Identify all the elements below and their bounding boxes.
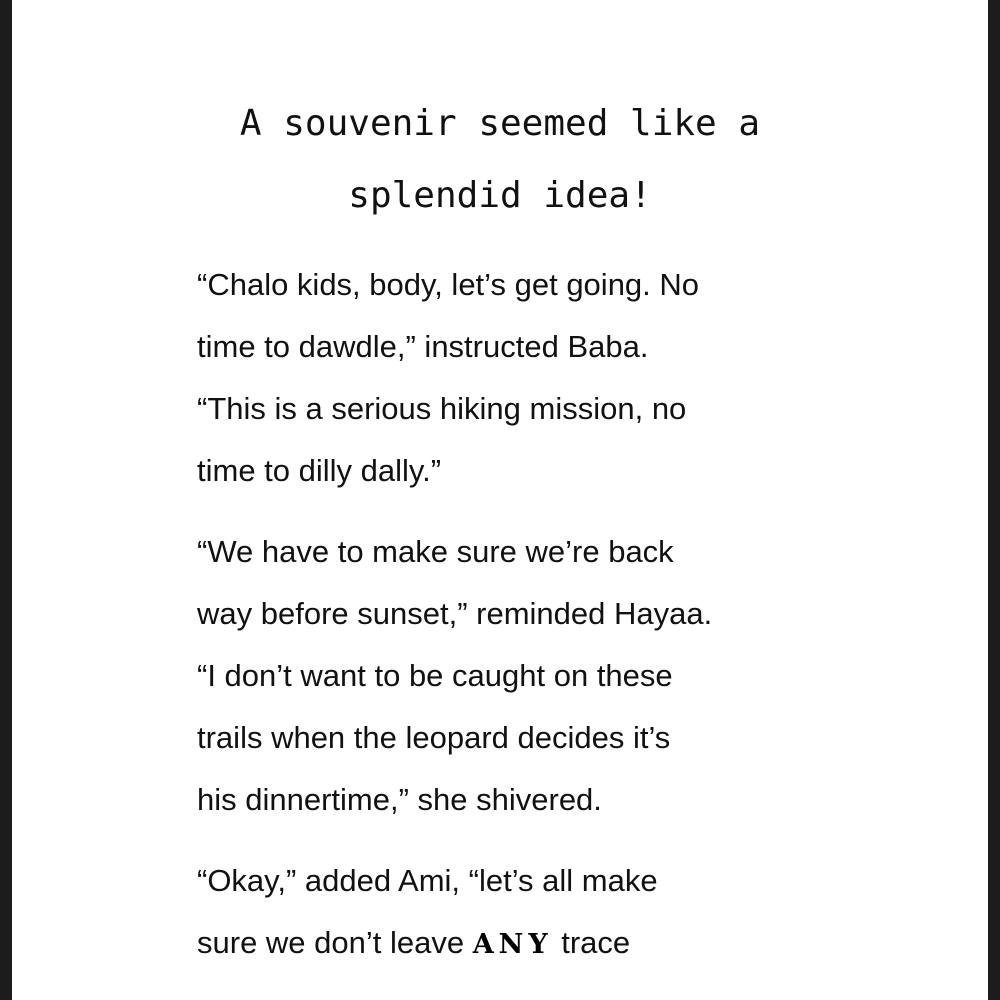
text-line	[197, 912, 857, 976]
story-text	[197, 254, 857, 995]
heading-line-1: A souvenir seemed like a	[239, 103, 761, 144]
text-line: his dinnertime,” she shivered.	[197, 782, 602, 817]
paragraph-2	[197, 521, 857, 831]
text-line: “This is a serious hiking mission, no	[197, 391, 687, 426]
page-heading	[12, 88, 988, 232]
book-page	[12, 0, 988, 1000]
text-line: trails when the leopard decides it’s	[197, 720, 671, 755]
text-line: “Chalo kids, body, let’s get going. No	[197, 267, 700, 302]
paragraph-3	[197, 850, 857, 976]
emphasis-word: ANY	[472, 929, 553, 960]
text-line: “We have to make sure we’re back	[197, 534, 674, 569]
text-segment: sure we don’t leave	[197, 925, 473, 960]
text-line: way before sunset,” reminded Hayaa.	[197, 596, 713, 631]
text-line: time to dawdle,” instructed Baba.	[197, 329, 649, 364]
heading-line-2: splendid idea!	[348, 175, 652, 216]
text-line: “Okay,” added Ami, “let’s all make	[197, 863, 658, 898]
text-line: time to dilly dally.”	[197, 453, 442, 488]
text-line: “I don’t want to be caught on these	[197, 658, 673, 693]
paragraph-1	[197, 254, 857, 502]
text-segment: trace	[552, 925, 631, 960]
